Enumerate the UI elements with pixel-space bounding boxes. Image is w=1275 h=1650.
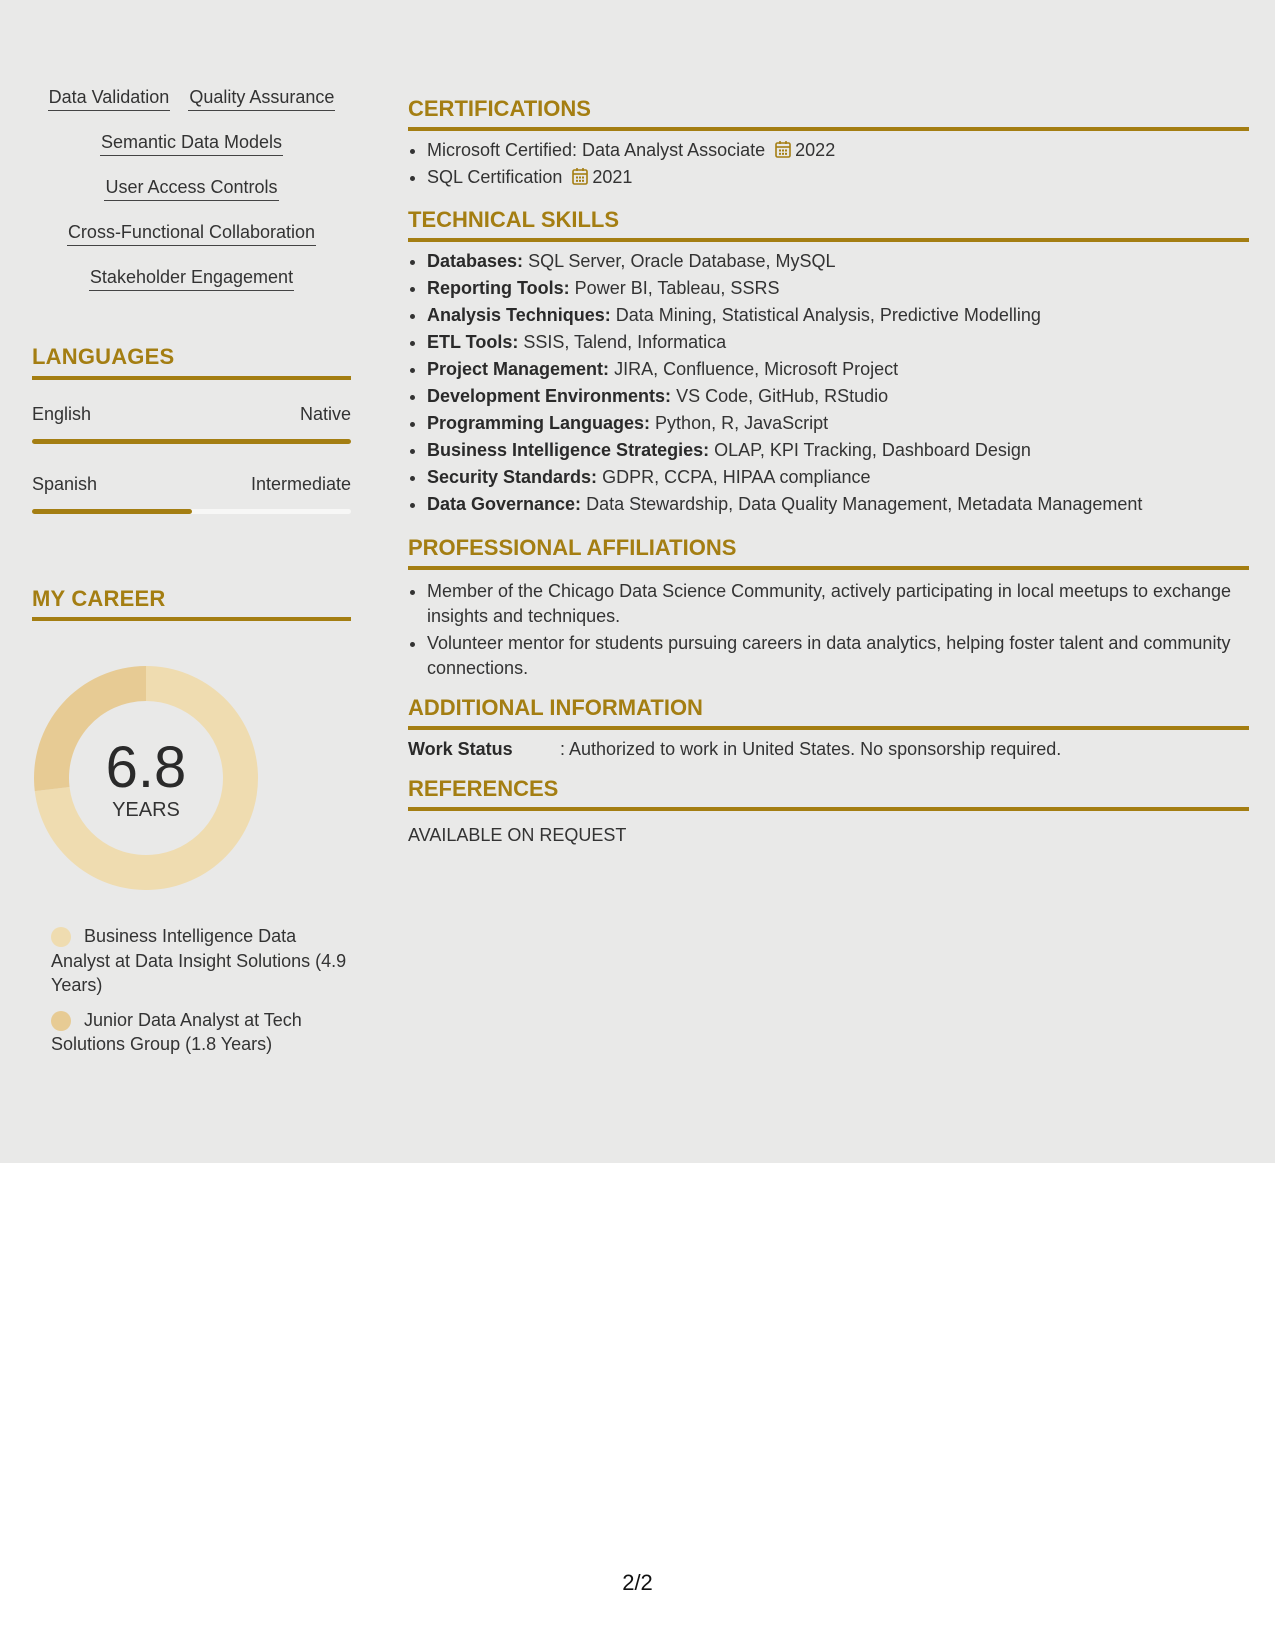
technical-skill-item [427,329,1249,356]
work-status-label: Work Status [408,739,513,759]
skill-tag-row [32,266,351,311]
references-text: AVAILABLE ON REQUEST [408,825,627,845]
technical-skill-item [427,275,1249,302]
proficiency-bar [32,439,351,444]
technical-skill-item [427,437,1249,464]
section-rule [408,238,1249,242]
skill-values: Data Stewardship, Data Quality Management, Metadata Management [586,494,1143,514]
section-rule [408,807,1249,811]
language-name: English [32,404,92,424]
section-rule [408,566,1249,570]
language-item-english [32,402,351,444]
skill-tag-row [32,131,351,176]
certifications-list [408,137,1249,191]
skill-category: Development Environments: [427,386,672,406]
skill-values: SQL Server, Oracle Database, MySQL [528,251,836,271]
section-title: PROFESSIONAL AFFILIATIONS [408,535,737,560]
career-legend-item: Junior Data Analyst at Tech Solutions Group (1.8 Years) [51,1009,302,1054]
skill-category: Databases: [427,251,524,271]
proficiency-bar-fill [32,509,192,514]
skill-tag: Data Validation [48,86,171,111]
career-legend-item: Business Intelligence Data Analyst at Data Insight Solutions (4.9 Years) [51,926,347,995]
skill-values: JIRA, Confluence, Microsoft Project [614,359,899,379]
languages-section-title: LANGUAGES [32,344,351,384]
language-level: Intermediate [250,474,351,494]
proficiency-bar [32,509,351,514]
section-rule [408,726,1249,730]
work-status-value: : Authorized to work in United States. No sponsorship required. [560,739,1062,759]
language-name: Spanish [32,474,98,494]
certification-item: • SQL Certification 2021 [427,164,1249,191]
skill-values: SSIS, Talend, Informatica [523,332,727,352]
skill-tag: Semantic Data Models [100,131,283,156]
technical-skill-item [427,464,1249,491]
technical-skill-item [427,302,1249,329]
affiliations-list [408,579,1249,680]
skill-category: ETL Tools: [427,332,519,352]
technical-skill-item [427,491,1249,518]
skill-category: Analysis Techniques: [427,305,611,325]
certification-year: 2022 [795,140,836,160]
skill-tag: Quality Assurance [188,86,335,111]
skill-category: Security Standards: [427,467,598,487]
skill-tag: Cross-Functional Collaboration [67,221,316,246]
technical-skills-list [408,248,1249,518]
career-total [34,666,258,890]
skill-values: GDPR, CCPA, HIPAA compliance [602,467,871,487]
skill-category: Reporting Tools: [427,278,570,298]
references-section [408,775,1249,846]
technical-skill-item [427,383,1249,410]
section-rule [408,127,1249,131]
affiliation-item: • Member of the Chicago Data Science Community, actively participating in local meetups to exchange insights and techniques. [427,579,1249,628]
skills-tag-cloud [32,86,351,311]
skill-values: Data Mining, Statistical Analysis, Predictive Modelling [615,305,1041,325]
section-title: TECHNICAL SKILLS [408,207,620,232]
skill-category: Business Intelligence Strategies: [427,440,710,460]
affiliations-section [408,534,1249,683]
certification-item: • Microsoft Certified: Data Analyst Associate 2022 [427,137,1249,164]
section-title: ADDITIONAL INFORMATION [408,695,703,720]
affiliation-item: • Volunteer mentor for students pursuing careers in data analytics, helping foster talent and community connections. [427,631,1249,680]
skill-tag-row [32,221,351,266]
language-level: Native [299,404,351,424]
work-status-row [408,739,1249,760]
career-legend [51,924,351,1067]
skill-values: Power BI, Tableau, SSRS [574,278,780,298]
career-total-unit: YEARS [112,798,180,821]
skill-values: Python, R, JavaScript [655,413,829,433]
technical-skill-item [427,356,1249,383]
certifications-section [408,95,1249,191]
career-total-value: 6.8 [105,734,187,800]
skill-tag-row [32,176,351,221]
calendar-icon [775,140,791,158]
career-section-title: MY CAREER [32,586,351,626]
skill-tag: User Access Controls [104,176,278,201]
skill-values: VS Code, GitHub, RStudio [676,386,889,406]
legend-dot-icon [51,1011,71,1031]
calendar-icon [572,167,588,185]
proficiency-bar-fill [32,439,351,444]
technical-skill-item [427,248,1249,275]
section-title: CERTIFICATIONS [408,96,591,121]
additional-info-section [408,694,1249,760]
skill-category: Data Governance: [427,494,582,514]
legend-dot-icon [51,927,71,947]
skill-values: OLAP, KPI Tracking, Dashboard Design [714,440,1031,460]
section-title: REFERENCES [408,776,559,801]
language-item-spanish [32,472,351,514]
certification-year: 2021 [592,167,633,187]
skill-category: Project Management: [427,359,610,379]
technical-skills-section [408,206,1249,518]
page-number: 2/2 [622,1570,653,1595]
skill-tag: Stakeholder Engagement [89,266,294,291]
skill-category: Programming Languages: [427,413,651,433]
skill-tag-row [32,86,351,131]
technical-skill-item [427,410,1249,437]
